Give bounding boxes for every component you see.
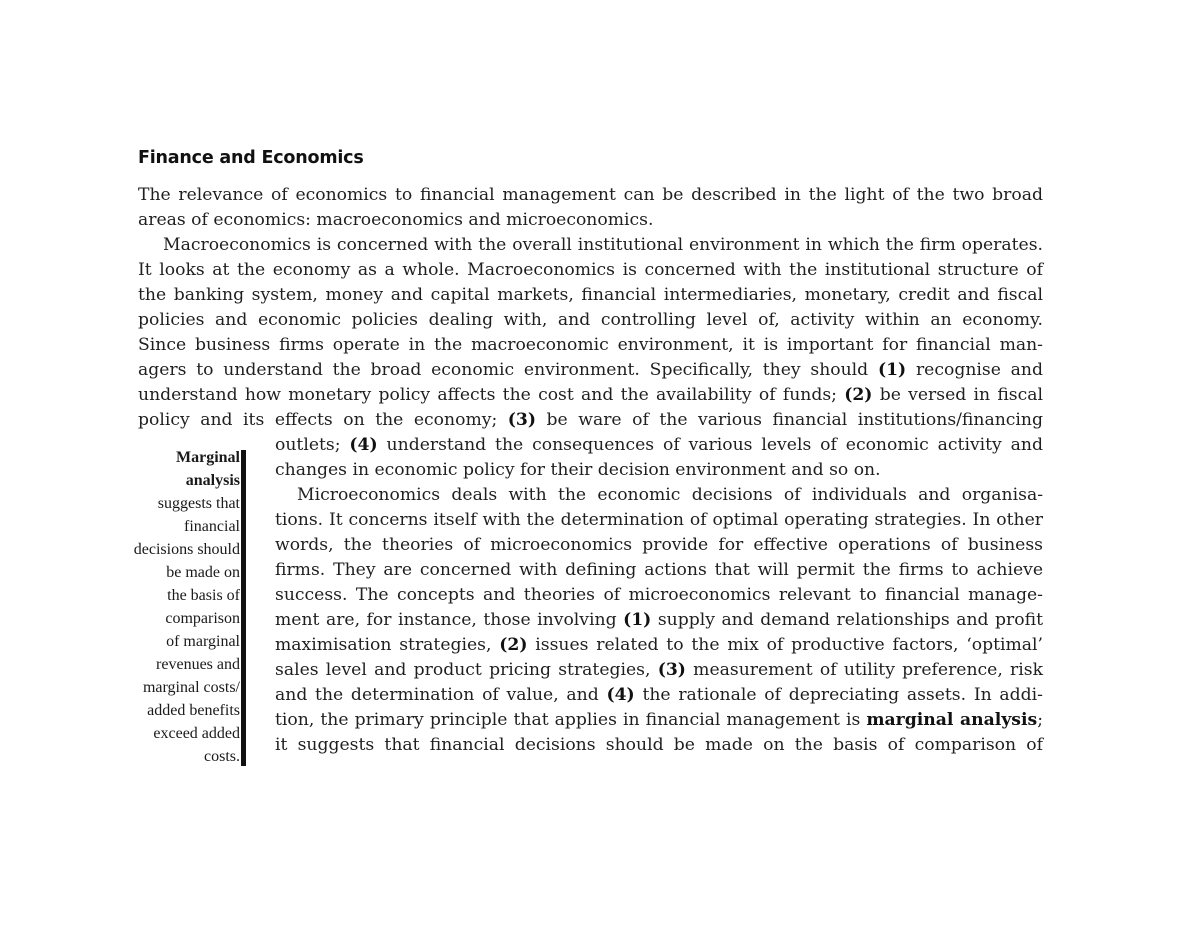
- body-line: areas of economics: macroeconomics and microeconomics.: [138, 210, 654, 230]
- body-line: sales level and product pricing strategies, (3) measurement of utility preference, risk: [275, 660, 1043, 680]
- section-heading: Finance and Economics: [138, 148, 364, 168]
- margin-note-line: exceed added: [153, 725, 240, 742]
- margin-note-term: Marginal: [176, 449, 240, 466]
- margin-note-line: the basis of: [167, 587, 240, 604]
- body-line: changes in economic policy for their decision environment and so on.: [275, 460, 881, 480]
- margin-note-rule: [241, 450, 246, 766]
- body-line: it suggests that financial decisions should be made on the basis of comparison of: [275, 735, 1043, 755]
- margin-note-line: decisions should: [133, 541, 240, 558]
- body-line: Macroeconomics is concerned with the overall institutional environment in which the firm operates.: [163, 235, 1043, 255]
- body-line: outlets; (4) understand the consequences of various levels of economic activity and: [275, 435, 1043, 455]
- margin-note-line: revenues and: [156, 656, 240, 673]
- body-line: ment are, for instance, those involving (1) supply and demand relationships and profit: [275, 610, 1043, 630]
- body-line: firms. They are concerned with defining actions that will permit the firms to achieve: [275, 560, 1043, 580]
- body-line: maximisation strategies, (2) issues related to the mix of productive factors, ‘optimal’: [275, 635, 1043, 655]
- body-line: Microeconomics deals with the economic decisions of individuals and organisa-: [297, 485, 1043, 505]
- body-line: and the determination of value, and (4) the rationale of depreciating assets. In addi-: [275, 685, 1043, 705]
- body-line: Since business firms operate in the macroeconomic environment, it is important for financial man-: [138, 335, 1043, 355]
- body-line: policy and its effects on the economy; (3) be ware of the various financial institutions/financing: [138, 410, 1043, 430]
- margin-note-line: financial: [184, 518, 240, 535]
- body-line: the banking system, money and capital markets, financial intermediaries, monetary, credit and fiscal: [138, 285, 1043, 305]
- body-line: understand how monetary policy affects the cost and the availability of funds; (2) be versed in fiscal: [138, 385, 1044, 405]
- body-line: agers to understand the broad economic environment. Specifically, they should (1) recognise and: [138, 360, 1043, 380]
- body-line: tion, the primary principle that applies in financial management is marginal analysis;: [275, 710, 1043, 730]
- body-line: policies and economic policies dealing with, and controlling level of, activity within an economy.: [138, 310, 1043, 330]
- margin-note-line: comparison: [165, 610, 240, 627]
- body-line: It looks at the economy as a whole. Macroeconomics is concerned with the institutional structure of: [138, 260, 1043, 280]
- margin-note-line: be made on: [166, 564, 240, 581]
- body-line: words, the theories of microeconomics provide for effective operations of business: [275, 535, 1043, 555]
- margin-note-line: costs.: [204, 748, 240, 765]
- body-line: The relevance of economics to financial management can be described in the light of the two broad: [138, 185, 1043, 205]
- margin-note: [100, 446, 240, 768]
- margin-note-line: marginal costs/: [142, 679, 240, 696]
- key-term: marginal analysis: [866, 710, 1038, 730]
- margin-note-line: of marginal: [166, 633, 240, 650]
- margin-note-line: added benefits: [147, 702, 240, 719]
- body-line: tions. It concerns itself with the determination of optimal operating strategies. In other: [275, 510, 1043, 530]
- margin-note-term: analysis: [185, 472, 240, 489]
- margin-note-line: suggests that: [157, 495, 240, 512]
- body-line: success. The concepts and theories of microeconomics relevant to financial manage-: [275, 585, 1043, 605]
